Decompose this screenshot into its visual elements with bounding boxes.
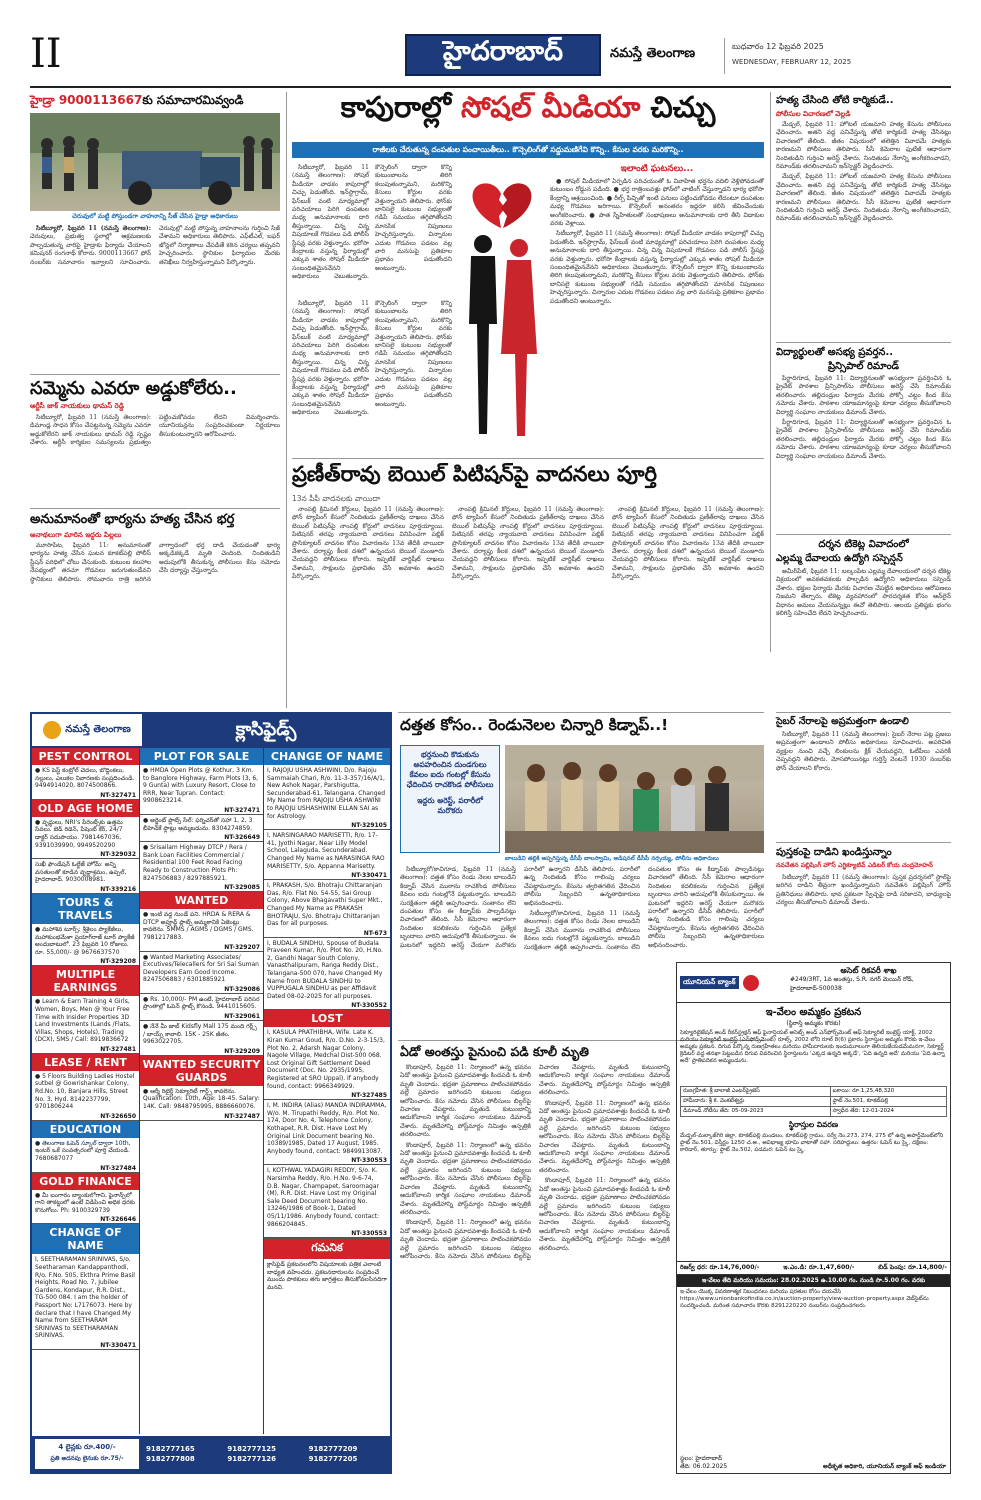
principal-body-text-2: పీర్జాదిగూడ, ఫిబ్రవరి 11: విద్యార్థినులతో అసభ్యంగా ప్రవర్తించిన ఓ ప్రైవేట్ పాఠశాల ప్రిన్సిపాల్‌ను పోలీసులు అరెస్ట్ చేసి రిమాండ్‌కు తరలించారు. తల్లిదండ్రుల ఫిర్యాదు మేరకు పోక్సో చట్టం కింద కేసు నమోదు చేశారు. పాఠశాల యాజమాన్యంపై కూడా చర్యలు తీసుకోవాలని విద్యార్థి సంఘాల నాయకులు డిమాండ్ చేశారు. <box>776 419 951 460</box>
fall-death-body-text-5: కొండాపూర్, ఫిబ్రవరి 11: నిర్మాణంలో ఉన్న భవనం ఏడో అంతస్తు పైనుంచి ప్రమాదవశాత్తు కిందపడి ఓ కూలీ మృతి చెందాడు. భద్రతా ప్రమాణాలు పాటించకపోవడం వల్లే ప్రమాదం జరిగిందని కుటుంబ సభ్యులు ఆరోపించారు. కేసు నమోదు చేసిన పోలీసులు బిల్డర్‌పై విచారణ చేపట్టారు. మృతుడి కుటుంబాన్ని ఆదుకోవాలని కార్మిక సంఘాల నాయకులు డిమాండ్ చేశారు. మృతదేహాన్ని పోస్ట్‌మార్టం నిమిత్తం ఆస్పత్రికి తరలించారు. <box>539 1177 670 1252</box>
classified-category-label: LEASE / RENT <box>32 1054 139 1071</box>
classified-ad <box>264 830 390 880</box>
kidnap-body-text-2: సిటీబ్యూరో/కాచిగూడ, ఫిబ్రవరి 11 (నమస్తే తెలంగాణ): దత్తత కోసం రెండు నెలల బాలుడిని కిడ్నాప్ చేసిన ముఠాను రాచకొండ పోలీసులు కేవలం ఐదు గంటల్లోనే పట్టుకున్నారు. బాలుడిని సురక్షితంగా తల్లికి అప్పగించారు. సంతానం లేని దంపతుల కోసం ఈ కిడ్నాప్‌కు పాల్పడినట్లు విచారణలో తేలింది. సీసీ కెమెరాల ఆధారంగా నిందితుల కదలికలను గుర్తించిన ప్రత్యేక బృందాలు వారిని అదుపులోకి తీసుకున్నాయి. ఈ ఘటనలో ఇద్దరిని అరెస్ట్ చేయగా మరొకరు పరారీలో ఉన్నారని డీసీపీ తెలిపారు. పరారీలో ఉన్న నిందితుడి కోసం గాలింపు చర్యలు చేపట్టామన్నారు. కేసును త్వరితగతిన ఛేదించిన పోలీసు సిబ్బందిని ఉన్నతాధికారులు అభినందించారు. <box>524 866 764 951</box>
classified-ad-text: I, KOTHWAL YADAGIRI REDDY, S/o. K. Narsimha Reddy, R/o. H.No. 9-6-74, D.B. Nagar, Champapet, Saroornagar (M), R.R. Dist. Have Lost my Original Sale Deed Document bearing No. 13246/1986 of Book-1, Dated 05/11/1986. Anybody found, contact: 9866204845. <box>267 1167 380 1228</box>
kidnap-box-text: భర్తనుంచి కొడుకును అపహరించిన దుండగులు కేవలం ఐదు గంటల్లో కేసును ఛేదించిన రాచకొండ పోలీసులు <box>406 750 494 789</box>
classified-ad-text: ● అర్జెంట్ ఫ్లాట్స్ సేల్: ఫర్నిచర్‌తో సహా 1, 2, 3 బీహెచ్‌కే ఫ్లాట్లు అమ్మబడును. 8304274859. <box>143 816 253 832</box>
classified-ad <box>140 815 263 842</box>
classified-ad-code: NT-673 <box>363 929 387 937</box>
classified-ad <box>140 1056 263 1121</box>
classified-ad <box>140 748 263 815</box>
classifieds-notice <box>264 1238 390 1293</box>
table-row <box>681 1107 947 1117</box>
classifieds-block <box>30 712 392 1474</box>
hydraa-photo <box>30 113 280 211</box>
classified-ad-code: NT-330552 <box>351 1002 387 1010</box>
bank-ad-sign-date: తేది: 06.02.2025 <box>680 1463 728 1470</box>
bank-ad-property-body: మేడ్చల్-మల్కాజ్‌గిరి జిల్లా, కూకట్‌పల్లి మండలం, కూకట్‌పల్లి గ్రామం, సర్వే నెం.273, 274, 275 లో ఉన్న అపార్ట్‌మెంట్‌లోని ఫ్లాట్ నెం.501, విస్తీర్ణం 1250 చ.అ., అవిభాజ్య భూమి వాటాతో సహా. సరిహద్దులు: ఉత్తరం: ఓపెన్ టు స్కై, దక్షిణం: కారిడార్, తూర్పు: ఫ్లాట్ నెం.502, పడమర: ఓపెన్ టు స్కై. <box>680 1133 944 1153</box>
sammelu-headline: సమ్మెను ఎవరూ అడ్డుకోలేరు.. <box>30 378 237 399</box>
classified-category-label: EDUCATION <box>32 1121 139 1138</box>
murder-owner-subhead: పోలీసుల విచారణలో వెల్లడి <box>776 110 851 118</box>
cyber-body-text: సిటీబ్యూరో, ఫిబ్రవరి 11 (నమస్తే తెలంగాణ): సైబర్ నేరాల పట్ల ప్రజలు అప్రమత్తంగా ఉండాలని పోలీసు అధికారులు సూచించారు. అపరిచిత వ్యక్తుల నుంచి వచ్చే లింకులను క్లిక్ చేయవద్దని, ఓటీపీలు ఎవరికీ చెప్పవద్దని తెలిపారు. మోసపోయినట్లు గుర్తిస్తే వెంటనే 1930 నంబర్‌కు ఫోన్ చేయాలని కోరారు. <box>776 731 951 772</box>
classifieds-title: క్లాసిఫైడ్స్ <box>142 714 390 746</box>
classified-ad <box>32 1173 139 1225</box>
classified-category-label: PLOT FOR SALE <box>140 748 263 765</box>
classified-ad-code: NT-330553 <box>351 1157 387 1165</box>
classified-category-label: GOLD FINANCE <box>32 1173 139 1190</box>
classified-ad <box>140 892 263 951</box>
classified-ad-text: I, M. INDIRA (Alias) MANDA INDIRAMMA, W/o. M. Tirupathi Reddy, R/o. Plot No. 174, Door No. 4, Telephone Colony, Kothapet, R.R. Dist. Have Lost My Original Link Document bearing No. 10389/1985, Dated 17 August, 1985. Anybody found, contact: 9849913087. <box>267 1102 387 1155</box>
bank-ad-address: #249/3RT, 1వ అంతస్తు, S.R. నగర్ మెయిన్ రోడ్, హైదరాబాద్-500038 <box>790 976 914 992</box>
hydraa-dateline: సిటీబ్యూరో, ఫిబ్రవరి 11 (నమస్తే తెలంగాణ): <box>36 225 151 232</box>
wife-murder-body <box>30 542 280 706</box>
classified-ad-text: I, BUDALA SINDHU, Spouse of Budala Praveen Kumar, R/o. Plot No. 20, H.No. 2, Gandhi Nagar South Colony, Vanasthalipuram, Ranga Reddy Dist., Telangana-500 070, have Changed My Name from BUDALA SINDHU to VUPPUGALA SINDHU as per Affidavit Dated 08-02-2025 for all purposes. <box>267 939 383 1000</box>
classifieds-phone[interactable]: 9182777808 <box>146 1455 195 1463</box>
bank-ad-prices <box>677 1261 950 1275</box>
social-headline-part2: చిచ్చు <box>640 90 716 124</box>
principal-headline-2: ప్రిన్సిపాల్ రిమాండ్ <box>827 361 900 372</box>
classified-ad <box>264 938 390 1011</box>
hydraa-headline <box>30 93 280 110</box>
bank-ad <box>676 962 951 1474</box>
social-box-body-text-2: సిటీబ్యూరో, ఫిబ్రవరి 11 (నమస్తే తెలంగాణ): సోషల్ మీడియా వాడకం కాపురాల్లో చిచ్చు పెడుతోంది. ఇన్‌స్టాగ్రామ్, ఫేస్‌బుక్ వంటి మాధ్యమాల్లో పరిచయాలు పెరిగి దంపతుల మధ్య అనుమానాలకు దారి తీస్తున్నాయి. చిన్న చిన్న విషయాలకే గొడవలు పడి పోలీస్ స్టేషన్ల వరకు వెళ్తున్నారు. భరోసా కేంద్రాలకు వస్తున్న ఫిర్యాదుల్లో ఎక్కువ శాతం సోషల్ మీడియా సంబంధితమైనవేనని అధికారులు చెబుతున్నారు. కౌన్సెలింగ్ ద్వారా కొన్ని కుటుంబాలను తిరిగి కలుపుతున్నామని, మరికొన్ని కేసులు కోర్టుల వరకు వెళ్తున్నాయని తెలిపారు. ఫోన్‌కు బానిసలై కుటుంబ సభ్యులతో గడిపే సమయం తగ్గిపోతోందని మానసిక నిపుణులు హెచ్చరిస్తున్నారు. చిన్నారుల ఎదుట గొడవలు పడటం వల్ల వారి మనసుపై ప్రతికూల ప్రభావం పడుతోందని అంటున్నారు. <box>550 230 764 305</box>
table-cell: బకాయి: రూ.1,25,48,320 <box>830 1087 946 1097</box>
bank-ad-sign-place: స్థలం: హైదరాబాద్ <box>680 1455 723 1462</box>
classified-ad-text: ● 5 Floors Building Ladies Hostel sutbel @ Gowrishankar Colony, Rd.No. 10, Banjara Hills, Street No. 3, Hyd. 8142237799, 9701806244 <box>35 1072 135 1111</box>
social-headline <box>292 90 764 132</box>
classified-ad-code: NT-326649 <box>224 834 260 842</box>
classified-category-label: CHANGE OF NAME <box>264 748 390 765</box>
classified-ad-code: NT-326646 <box>100 1216 136 1224</box>
bank-ad-sign-by: అధీకృత అధికారి, యూనియన్ బ్యాంక్ ఆఫ్ ఇండియా <box>823 1463 946 1470</box>
principal-body-text: పీర్జాదిగూడ, ఫిబ్రవరి 11: విద్యార్థినులతో అసభ్యంగా ప్రవర్తించిన ఓ ప్రైవేట్ పాఠశాల ప్రిన్సిపాల్‌ను పోలీసులు అరెస్ట్ చేసి రిమాండ్‌కు తరలించారు. తల్లిదండ్రుల ఫిర్యాదు మేరకు పోక్సో చట్టం కింద కేసు నమోదు చేశారు. పాఠశాల యాజమాన్యంపై కూడా చర్యలు తీసుకోవాలని విద్యార్థి సంఘాల నాయకులు డిమాండ్ చేశారు. <box>776 375 951 416</box>
fall-death-body-text-3: కొండాపూర్, ఫిబ్రవరి 11: నిర్మాణంలో ఉన్న భవనం ఏడో అంతస్తు పైనుంచి ప్రమాదవశాత్తు కిందపడి ఓ కూలీ మృతి చెందాడు. భద్రతా ప్రమాణాలు పాటించకపోవడం వల్లే ప్రమాదం జరిగిందని కుటుంబ సభ్యులు ఆరోపించారు. కేసు నమోదు చేసిన పోలీసులు బిల్డర్‌పై విచారణ చేపట్టారు. మృతుడి కుటుంబాన్ని ఆదుకోవాలని కార్మిక సంఘాల నాయకులు డిమాండ్ చేశారు. మృతదేహాన్ని పోస్ట్‌మార్టం నిమిత్తం ఆస్పత్రికి తరలించారు. <box>400 1064 670 1260</box>
classifieds-column-3 <box>264 748 390 1238</box>
classified-ad <box>264 1165 390 1238</box>
classifieds-column-2 <box>140 748 264 1434</box>
fall-death-headline: ఏడో అంతస్తు పైనుంచి పడి కూలీ మృతి <box>400 1044 589 1059</box>
sammelu-body <box>30 414 280 506</box>
classified-category-label: CHANGE OF NAME <box>32 1224 139 1254</box>
murder-owner-body-text-2: మేడ్చల్, ఫిబ్రవరి 11: హోటల్ యజమాని హత్య కేసును పోలీసులు ఛేదించారు. అతని వద్ద పనిచేస్తున్న తోటి కార్మికుడే హత్య చేసినట్లు విచారణలో తేలింది. జీతం విషయంలో తలెత్తిన వివాదమే హత్యకు కారణమని పోలీసులు తెలిపారు. సీసీ కెమెరాల ఫుటేజీ ఆధారంగా నిందితుడిని గుర్తించి అరెస్ట్ చేశారు. నిందితుడు నేరాన్ని అంగీకరించాడని, రిమాండ్‌కు తరలించామని ఇన్‌స్పెక్టర్ వెల్లడించారు. <box>776 173 951 223</box>
classified-ad <box>32 859 139 894</box>
classified-ad-text: I, PRAKASH, S/o. Bhotraju Chittaranjan Das, R/o. Flat No. 54-55, Sai Group Colony, Above Bhagavathi Super Mkt., Changed My Name as PRAKASH BHOTRAJU, S/o. Bhotraju Chittaranjan Das for all purposes. <box>267 882 383 928</box>
classified-ad-code: NT-327485 <box>351 1092 387 1100</box>
fall-death-body-text-4: కొండాపూర్, ఫిబ్రవరి 11: నిర్మాణంలో ఉన్న భవనం ఏడో అంతస్తు పైనుంచి ప్రమాదవశాత్తు కిందపడి ఓ కూలీ మృతి చెందాడు. భద్రతా ప్రమాణాలు పాటించకపోవడం వల్లే ప్రమాదం జరిగిందని కుటుంబ సభ్యులు ఆరోపించారు. కేసు నమోదు చేసిన పోలీసులు బిల్డర్‌పై విచారణ చేపట్టారు. మృతుడి కుటుంబాన్ని ఆదుకోవాలని కార్మిక సంఘాల నాయకులు డిమాండ్ చేశారు. మృతదేహాన్ని పోస్ట్‌మార్టం నిమిత్తం ఆస్పత్రికి తరలించారు. <box>539 1099 670 1174</box>
social-box-body-text: ● సోషల్ మీడియాలో ఏర్పడిన పరిచయంతో ఓ వివాహిత భర్తను వదిలి వెళ్లిపోవడంతో కుటుంబం రోడ్డున పడింది. ● భర్త రాత్రింబవళ్లు ఫోన్‌లో చాటింగ్ చేస్తున్నాడని భార్య భరోసా కేంద్రాన్ని ఆశ్రయించింది. ● రీల్స్ పిచ్చితో ఇంటి పనులు పట్టించుకోవడం లేదంటూ దంపతుల మధ్య గొడవలు జరిగాయి. కౌన్సెలింగ్ అనంతరం ఇద్దరూ కలిసి జీవించేందుకు అంగీకరించారు. ● పాత స్నేహితులతో సంభాషణలు అనుమానాలకు దారి తీసి విడాకుల వరకు వెళ్లాయి. <box>550 178 764 228</box>
couple-heartbreak-illustration <box>455 164 547 454</box>
kidnap-photo-illustration <box>505 745 764 853</box>
bank-ad-notice-title: ఇ-వేలం అమ్మకం ప్రకటన <box>765 1007 862 1018</box>
classified-ad-code: NT-329085 <box>224 884 260 892</box>
classified-ad <box>32 1121 139 1173</box>
bank-ad-bid: బిడ్ పెంపు: రూ.14,800/- <box>878 1264 947 1271</box>
classified-ad <box>264 748 390 830</box>
classified-ad-text: ● Wanted Marketing Associates/ Excutives/Telecallers for Sri Sai Suman Developers Earn Good Income. 8247506883 / 6301885921 <box>143 953 259 984</box>
kidnap-headline: దత్తత కోసం.. రెండునెలల చిన్నారి కిడ్నాప్..! <box>400 716 669 734</box>
sammelu-subhead: ఆర్టీసీ జాక్ నాయకులు థామస్ రెడ్డి <box>30 402 124 410</box>
praneeth-headline: ప్రణీత్‌రావు బెయిల్ పిటిషన్‌పై వాదనలు పూర్తి <box>292 462 657 486</box>
social-box-title: ఇలాంటి ఘటనలు... <box>620 164 694 174</box>
principal-body <box>776 375 951 531</box>
classified-ad <box>140 1021 263 1056</box>
masthead-date-english: WEDNESDAY, FEBRUARY 12, 2025 <box>732 58 852 66</box>
classified-ad-code: NT-329032 <box>100 851 136 859</box>
classified-ad-text: ● మీ బంగారం బ్యాంకులోగాని, ఫైనాన్స్‌లో గాని తాకట్టులో ఉంటే విడిపించి అధిక ధరకు కొనుగోలు. Ph: 9100329739 <box>35 1191 135 1214</box>
classified-ad <box>264 1100 390 1165</box>
classified-ad-code: NT-327471 <box>100 791 136 799</box>
social-body-left-2 <box>292 300 452 452</box>
classified-ad <box>140 842 263 892</box>
classified-ad <box>264 880 390 938</box>
praneeth-body-text-3: నాంపల్లి క్రిమినల్ కోర్టులు, ఫిబ్రవరి 11 (నమస్తే తెలంగాణ): ఫోన్ ట్యాపింగ్ కేసులో నిందితుడు ప్రణీత్‌రావు దాఖలు చేసిన బెయిల్ పిటిషన్‌పై నాంపల్లి కోర్టులో వాదనలు పూర్తయ్యాయి. పిటిషనర్ తరఫు న్యాయవాది వాదనలు వినిపించగా పబ్లిక్ ప్రాసిక్యూటర్ వాదనల కోసం విచారణను 13వ తేదీకి వాయిదా వేశారు. దర్యాప్తు కీలక దశలో ఉన్నందున బెయిల్ మంజూరు చేయవద్దని పోలీసులు కోరారు. ఇప్పటికే చార్జిషీట్ దాఖలు చేశామని, సాక్షులను ప్రభావితం చేసే అవకాశం ఉందని పేర్కొన్నారు. <box>612 506 764 581</box>
classified-ad-text: ● Learn & Earn Training 4 Girls, Women, Boys, Men @ Your Free Time with Insider Properties 3D Land Investments (Lands /Flats, Villas, Shops, Hotels), Trading (DCX), SMS / Call: 8919836672 <box>35 998 131 1044</box>
classifieds-phone[interactable]: 9182777165 <box>146 1445 195 1453</box>
classifieds-rate-2: ప్రతి అదనపు లైనుకు రూ.75/- <box>50 1455 124 1462</box>
classified-ad-text: ● మహాశివ టూర్స్: శ్రీశైలం ప్యాకేజీలు, మహాకుంభమేళా ప్రయాగ్‌రాజ్ టూర్ ప్యాకేజీ అందుబాటులో. 23 ఫిబ్రవరి 10 రోజులు. రూ. 55,000/- @ 9676637570 <box>35 925 135 956</box>
masthead-title: హైదరాబాద్ <box>442 36 564 67</box>
table-cell: ఫ్లాట్ నెం.501, కూకట్‌పల్లి <box>830 1097 946 1107</box>
bank-ad-notice-sub: (స్థిరాస్తి అమ్మకం కొరకు) <box>786 1020 841 1027</box>
classified-ad-code: NT-339216 <box>100 885 136 893</box>
darshan-headline-2: ఎల్లమ్మ దేవాలయ ఉద్యోగి సస్పెన్షన్ <box>776 553 903 564</box>
classified-category-label: PEST CONTROL <box>32 748 139 765</box>
cyber-body <box>776 731 951 839</box>
union-bank-logo-icon <box>743 975 759 991</box>
classified-ad-code: NT-327487 <box>224 1112 260 1120</box>
bank-ad-signature <box>677 1455 949 1471</box>
kidnap-body-text: సిటీబ్యూరో/కాచిగూడ, ఫిబ్రవరి 11 (నమస్తే తెలంగాణ): దత్తత కోసం రెండు నెలల బాలుడిని కిడ్నాప్ చేసిన ముఠాను రాచకొండ పోలీసులు కేవలం ఐదు గంటల్లోనే పట్టుకున్నారు. బాలుడిని సురక్షితంగా తల్లికి అప్పగించారు. సంతానం లేని దంపతుల కోసం ఈ కిడ్నాప్‌కు పాల్పడినట్లు విచారణలో తేలింది. సీసీ కెమెరాల ఆధారంగా నిందితుల కదలికలను గుర్తించిన ప్రత్యేక బృందాలు వారిని అదుపులోకి తీసుకున్నాయి. ఈ ఘటనలో ఇద్దరిని అరెస్ట్ చేయగా మరొకరు పరారీలో ఉన్నారని డీసీపీ తెలిపారు. పరారీలో ఉన్న నిందితుడి కోసం గాలింపు చర్యలు చేపట్టామన్నారు. కేసును త్వరితగతిన ఛేదించిన పోలీసు సిబ్బందిని ఉన్నతాధికారులు అభినందించారు. <box>400 866 640 949</box>
broken-heart-icon <box>473 183 532 228</box>
table-cell: హామీదారు: శ్రీ కె. వెంకటేశ్వర్లు <box>681 1097 831 1107</box>
classified-ad-code: NT-327484 <box>100 1164 136 1172</box>
hydraa-caption: చెరువులో మట్టి పోస్తుండగా వాహనాన్ని సీజ్ చేసిన హైడ్రా అధికారులు <box>72 213 238 220</box>
table-cell: డిమాండ్ నోటీసు తేది: 05-09-2023 <box>681 1107 831 1117</box>
classified-ad-code: NT-330471 <box>351 872 387 880</box>
bookfair-body <box>776 874 951 956</box>
darshan-headline: దర్శన టికెట్ల వివాదంలో <box>818 539 909 550</box>
sammelu-body-text: సిటీబ్యూరో, ఫిబ్రవరి 11 (నమస్తే తెలంగాణ): డిమాండ్ల సాధన కోసం చేపట్టనున్న సమ్మెను ఎవరూ అడ్డుకోలేరని జాక్ నాయకులు థామస్ రెడ్డి స్పష్టం చేశారు. ఆర్టీసీ కార్మికుల సమస్యలను ప్రభుత్వం పట్టించుకోవడం లేదని విమర్శించారు. యూనియన్లను సంప్రదించకుండా నిర్ణయాలు తీసుకుంటున్నారని ఆరోపించారు. <box>30 414 280 447</box>
social-headline-part1: కాపురాల్లో <box>340 90 462 124</box>
classified-ad-text: ● ఆర్మీ రిటైర్డ్ సెక్యూరిటీ గార్డ్స్ కావలెను. Qualification: 10th, Age: 18-45. Salary: 14K. Call: 9848795995, 8886660076. <box>143 1087 260 1111</box>
classified-ad-text: ● KS పెస్ట్ కంట్రోల్ చెదలు, బొద్దింకలు, నల్లులు, ఎలుకల నివారణకు సంప్రదించండి. 9494914020, 8074500866. <box>35 767 135 790</box>
fall-death-body <box>400 1064 670 1474</box>
classifieds-phone[interactable]: 9182777205 <box>308 1455 358 1463</box>
classified-ad <box>32 894 139 966</box>
wife-murder-subhead: అనాథలుగా మారిన ఇద్దరు పిల్లలు <box>30 531 122 539</box>
classified-ad-code: NT-329207 <box>224 943 260 951</box>
bookfair-body-text: సిటీబ్యూరో, ఫిబ్రవరి 11 (నమస్తే తెలంగాణ): పుస్తక ప్రదర్శనలో స్టాల్‌పై జరిగిన దాడిని తీవ్రంగా ఖండిస్తున్నామని నవచేతన పబ్లిషింగ్ హౌస్ ప్రతినిధులు తెలిపారు. భావ ప్రకటనా స్వేచ్ఛపై దాడి సరికాదని, బాధ్యులపై చర్యలు తీసుకోవాలని డిమాండ్ చేశారు. <box>776 874 951 907</box>
kidnap-caption: బాలుడిని తల్లికి అప్పగిస్తున్న డీసీపీ బాలస్వామి, అడిషనల్ డీసీపీ నర్సయ్య, పోలీసు అధికారులు <box>505 856 719 862</box>
darshan-body <box>776 568 951 710</box>
murder-owner-body-text: మేడ్చల్, ఫిబ్రవరి 11: హోటల్ యజమాని హత్య కేసును పోలీసులు ఛేదించారు. అతని వద్ద పనిచేస్తున్న తోటి కార్మికుడే హత్య చేసినట్లు విచారణలో తేలింది. జీతం విషయంలో తలెత్తిన వివాదమే హత్యకు కారణమని పోలీసులు తెలిపారు. సీసీ కెమెరాల ఫుటేజీ ఆధారంగా నిందితుడిని గుర్తించి అరెస్ట్ చేశారు. నిందితుడు నేరాన్ని అంగీకరించాడని, రిమాండ్‌కు తరలించామని ఇన్‌స్పెక్టర్ వెల్లడించారు. <box>776 121 951 171</box>
classified-ad-code: NT-330553 <box>351 1230 387 1238</box>
classified-ad-code: NT-329208 <box>100 958 136 966</box>
classifieds-logo <box>32 714 142 746</box>
principal-headline: విద్యార్థులతో అసభ్య ప్రవర్తన.. <box>776 347 894 358</box>
social-strap: రాజీలకు చేరుతున్న దంపతుల పంచాయితీలు.. కౌన్సెలింగ్‌తో సద్దుమణిగేవి కొన్ని.. కేసుల వరకు మరికొన్ని.. <box>292 142 764 158</box>
classifieds-phone[interactable]: 9182777125 <box>227 1445 277 1453</box>
social-body-left <box>292 164 452 296</box>
classified-category-label: OLD AGE HOME <box>32 800 139 817</box>
wife-murder-body-text: మూసాపేట, ఫిబ్రవరి 11: అనుమానంతో భార్యను హత్య చేసిన ఘటన కూకట్‌పల్లి పోలీస్ స్టేషన్ పరిధిలో చోటు చేసుకుంది. కుటుంబ కలహాల నేపథ్యంలో తరచూ గొడవలు జరుగుతుండేవని స్థానికులు తెలిపారు. సోమవారం రాత్రి జరిగిన వాగ్వాదంలో భర్త దాడి చేయడంతో భార్య అక్కడికక్కడే మృతి చెందింది. నిందితుడిని అదుపులోకి తీసుకున్న పోలీసులు కేసు నమోదు చేసి దర్యాప్తు చేస్తున్నారు. <box>30 542 280 583</box>
classifieds-footer <box>32 1436 390 1472</box>
classified-ad-text: ● Rs. 10,000/- PM ఉంటే, హైదరాబాద్ పరిసర ప్రాంతాల్లో ఓపెన్ ప్లాట్స్ కొనండి. 9441015605. <box>143 995 260 1011</box>
murder-owner-headline: హత్య చేసింది తోటి కార్మికుడే.. <box>776 95 894 106</box>
classified-ad-code: NT-327471 <box>224 806 260 814</box>
classified-ad <box>32 1224 139 1350</box>
classifieds-brand-icon <box>43 721 61 739</box>
classifieds-notice-text: క్లాసిఫైడ్ ప్రకటనలలోని విషయాలకు పత్రిక ఎలాంటి బాధ్యత వహించదు. ప్రకటనదారులను సంప్రదించే ముందు పాఠకులు తగు జాగ్రత్తలు తీసుకోవలసినదిగా మనవి. <box>267 1261 387 1291</box>
bookfair-headline: పుస్తకంపై దాడిని ఖండిస్తున్నాం <box>776 847 892 858</box>
classified-ad-text: I, NARSINGARAO MARISETTI, R/o. 17-41, Jyothi Nagar, Near Lilly Model School, Lalaguda, Secunderabad. Changed My Name as NARASINGA RAO MARISETTY, S/o. Appanna Marisetty. <box>267 832 385 870</box>
bank-ad-name: యూనియన్ బ్యాంక్ <box>683 978 736 986</box>
classified-ad-code: NT-330471 <box>100 1341 136 1349</box>
table-row <box>681 1097 947 1107</box>
masthead-title-box <box>405 34 601 76</box>
social-box-body <box>550 178 764 454</box>
man-silhouette <box>469 235 497 434</box>
bank-ad-property-title: స్థిరాస్తుల వివరణ <box>788 1120 839 1129</box>
masthead-brand: నమస్తే తెలంగాణ <box>610 46 696 61</box>
classified-ad-text: ● వృద్ధులు, NRI's పేరెంట్స్‌కు ఉత్తమ సేవలు. బెడ్ రిడెన్, పేషెంట్ కేర్, 24/7 డాక్టర్ సదుపాయం. 7981467036, 9391039990, 9949520290 <box>35 818 123 849</box>
classifieds-rate-box <box>35 1439 139 1469</box>
classifieds-phone[interactable]: 9182777126 <box>227 1455 277 1463</box>
murder-owner-body <box>776 121 951 339</box>
social-headline-red: సోషల్ మీడియా <box>461 90 641 124</box>
classified-ad-code: NT-329209 <box>224 1047 260 1055</box>
classifieds-column-1 <box>32 748 140 1434</box>
social-body-left-text: సిటీబ్యూరో, ఫిబ్రవరి 11 (నమస్తే తెలంగాణ): సోషల్ మీడియా వాడకం కాపురాల్లో చిచ్చు పెడుతోంది. ఇన్‌స్టాగ్రామ్, ఫేస్‌బుక్ వంటి మాధ్యమాల్లో పరిచయాలు పెరిగి దంపతుల మధ్య అనుమానాలకు దారి తీస్తున్నాయి. చిన్న చిన్న విషయాలకే గొడవలు పడి పోలీస్ స్టేషన్ల వరకు వెళ్తున్నారు. భరోసా కేంద్రాలకు వస్తున్న ఫిర్యాదుల్లో ఎక్కువ శాతం సోషల్ మీడియా సంబంధితమైనవేనని అధికారులు చెబుతున్నారు. కౌన్సెలింగ్ ద్వారా కొన్ని కుటుంబాలను తిరిగి కలుపుతున్నామని, మరికొన్ని కేసులు కోర్టుల వరకు వెళ్తున్నాయని తెలిపారు. ఫోన్‌కు బానిసలై కుటుంబ సభ్యులతో గడిపే సమయం తగ్గిపోతోందని మానసిక నిపుణులు హెచ్చరిస్తున్నారు. చిన్నారుల ఎదుట గొడవలు పడటం వల్ల వారి మనసుపై ప్రతికూల ప్రభావం పడుతోందని అంటున్నారు. <box>292 164 452 281</box>
kidnap-box-text-2: ఇద్దరు అరెస్ట్, పరారీలో మరొకరు <box>417 796 483 815</box>
classifieds-phones <box>142 1445 390 1463</box>
classified-ad <box>32 748 139 800</box>
social-illustration <box>455 164 547 454</box>
bank-ad-emd: ఇ.ఎం.డి: రూ.1,47,600/- <box>783 1264 855 1271</box>
classified-ad-text: I, SEETHARAMAN SRINIVAS, S/o. Seetharaman Kandappanthodi, R/o. F.No. 505, Ekthra Prime Basil Heights, Road No. 7, Jubilee Gardens, Kondapur, R.R. Dist., TG-500 084. I am the holder of Passport No: L7176073. Here by declare that I have Changed My Name from SEETHARAM SRINIVAS to SEETHARAMAN SRINIVAS. <box>35 1256 135 1340</box>
classifieds-notice-label: గమనిక <box>264 1239 390 1259</box>
hydraa-photo-illustration <box>30 113 280 211</box>
bank-ad-name-box <box>680 976 739 989</box>
hydraa-headline-rest: కు సమాచారమివ్వండి <box>142 93 244 107</box>
classified-ad-text: ● HMDA Open Plots @ Kothur, 3 Km. to Banglore Highway, Farm Plots (3, 6, 9 Gunta) with Luxury Resort, Close to RRR, Near Tupran. Contact: 9908623214. <box>143 767 259 805</box>
praneeth-body-text-2: నాంపల్లి క్రిమినల్ కోర్టులు, ఫిబ్రవరి 11 (నమస్తే తెలంగాణ): ఫోన్ ట్యాపింగ్ కేసులో నిందితుడు ప్రణీత్‌రావు దాఖలు చేసిన బెయిల్ పిటిషన్‌పై నాంపల్లి కోర్టులో వాదనలు పూర్తయ్యాయి. పిటిషనర్ తరఫు న్యాయవాది వాదనలు వినిపించగా పబ్లిక్ ప్రాసిక్యూటర్ వాదనల కోసం విచారణను 13వ తేదీకి వాయిదా వేశారు. దర్యాప్తు కీలక దశలో ఉన్నందున బెయిల్ మంజూరు చేయవద్దని పోలీసులు కోరారు. ఇప్పటికే చార్జిషీట్ దాఖలు చేశామని, సాక్షులను ప్రభావితం చేసే అవకాశం ఉందని పేర్కొన్నారు. <box>452 506 604 581</box>
classified-category-label: WANTED SECURITY GUARDS <box>140 1056 263 1086</box>
wife-murder-headline: అనుమానంతో భార్యను హత్య చేసిన భర్త <box>30 512 235 527</box>
classified-ad-text: ● తెలంగాణ ఓపెన్ స్కూల్ ద్వారా 10th, ఇంటర్ ఒకే సంవత్సరంలో పూర్తి చేయండి. 7680687077 <box>35 1139 131 1163</box>
table-cell: స్వాధీన తేది: 12-01-2024 <box>830 1107 946 1117</box>
page-number: II <box>30 31 62 77</box>
classified-ad <box>140 994 263 1021</box>
classified-ad-code: NT-329086 <box>224 985 260 993</box>
classified-ad-text: ● నేనే మీ జాబ్ Kidsfly Mall 175 మంది గర్ల్స్ / బాయ్స్ కావాలి. 15K - 25K జీతం. 9963022705. <box>143 1023 257 1046</box>
bank-ad-body: సెక్యూరిటైజేషన్ అండ్ రీకన్‌స్ట్రక్షన్ ఆఫ్ ఫైనాన్షియల్ అసెట్స్ అండ్ ఎన్‌ఫోర్స్‌మెంట్ ఆఫ్ సెక్యూరిటీ ఇంట్రెస్ట్ యాక్ట్, 2002 మరియు సెక్యూరిటీ ఇంట్రెస్ట్ (ఎన్‌ఫోర్స్‌మెంట్) రూల్స్, 2002 లోని రూల్ 8(6) ప్రకారం స్థిరాస్తుల అమ్మకం కొరకు ఇ-వేలం అమ్మకం ప్రకటన. దిగువ పేర్కొన్న రుణగ్రహీతలు మరియు హామీదారులకు ఇందుమూలంగా తెలియజేయడమేమనగా, సెక్యూర్డ్ క్రెడిటర్ వద్ద తనఖా పెట్టబడిన దిగువ వివరించిన స్థిరాస్తులను 'ఎక్కడ ఉన్నది అక్కడే', 'ఏది ఉన్నది అదే' మరియు 'ఏది ఉన్నా అదే' ప్రాతిపదికన అమ్మబడును. <box>680 1030 945 1064</box>
darshan-body-text: అమీర్‌పేట్, ఫిబ్రవరి 11: బల్కంపేట ఎల్లమ్మ దేవాలయంలో దర్శన టికెట్ల విక్రయంలో అవకతవకలకు పాల్పడిన ఉద్యోగిని అధికారులు సస్పెండ్ చేశారు. భక్తుల ఫిర్యాదు మేరకు విచారణ చేపట్టిన అధికారులు ఆరోపణలు నిజమని తేల్చారు. టికెట్ల వ్యవహారంలో పారదర్శకత కోసం ఆన్‌లైన్ విధానం అమలు చేయనున్నట్లు ఈవో తెలిపారు. ఆలయ ప్రతిష్ఠకు భంగం కలిగిస్తే సహించేది లేదని హెచ్చరించారు. <box>776 568 951 618</box>
bank-ad-auction-date: ఇ-వేలం తేది మరియు సమయం: 28.02.2025 ఉ.10.00 గం. నుండి సా.5.00 గం. వరకు <box>677 1275 950 1287</box>
table-row <box>681 1087 947 1097</box>
classified-ad-code: NT-329105 <box>351 822 387 830</box>
praneeth-subhead: 13న పీపీ వాదనలకు వాయిదా <box>292 494 381 503</box>
classified-ad <box>140 952 263 994</box>
bank-ad-reserve: రిజర్వ్ ధర: రూ.14,76,000/- <box>680 1264 760 1271</box>
bank-ad-branch: అసెట్ రికవరీ శాఖ <box>840 966 897 975</box>
classified-ad-text: I, RAJOJU USHA ASHWINI, D/o. Rajoju Sammaiah Chari, R/o. 11-3-357/16/A/1, New Ashok Nagar, Parshigutta, Secunderabad-61, Telangana. Changed My Name from RAJOJU USHA ASHWINI to RAJOJU USHASHWINI ELLAN SAI as for Astrology. <box>267 767 385 820</box>
table-cell: రుణగ్రహీత: శ్రీ బాలాజీ ఎంటర్‌ప్రైజెస్ <box>681 1087 831 1097</box>
classified-category-label: TOURS & TRAVELS <box>32 894 139 924</box>
classified-ad-code: NT-329061 <box>224 1013 260 1021</box>
praneeth-body <box>292 506 764 706</box>
bank-ad-table <box>680 1086 947 1117</box>
fall-death-body-text-2: కొండాపూర్, ఫిబ్రవరి 11: నిర్మాణంలో ఉన్న భవనం ఏడో అంతస్తు పైనుంచి ప్రమాదవశాత్తు కిందపడి ఓ కూలీ మృతి చెందాడు. భద్రతా ప్రమాణాలు పాటించకపోవడం వల్లే ప్రమాదం జరిగిందని కుటుంబ సభ్యులు ఆరోపించారు. కేసు నమోదు చేసిన పోలీసులు బిల్డర్‌పై విచారణ చేపట్టారు. మృతుడి కుటుంబాన్ని ఆదుకోవాలని కార్మిక సంఘాల నాయకులు డిమాండ్ చేశారు. మృతదేహాన్ని పోస్ట్‌మార్టం నిమిత్తం ఆస్పత్రికి తరలించారు. <box>400 1141 531 1216</box>
bookfair-subhead: నవచేతన పబ్లిషింగ్ హౌస్ ఎగ్జిక్యూటివ్ ఎడిటర్ కోయ చంద్రమోహన్ <box>776 862 933 869</box>
praneeth-body-text: నాంపల్లి క్రిమినల్ కోర్టులు, ఫిబ్రవరి 11 (నమస్తే తెలంగాణ): ఫోన్ ట్యాపింగ్ కేసులో నిందితుడు ప్రణీత్‌రావు దాఖలు చేసిన బెయిల్ పిటిషన్‌పై నాంపల్లి కోర్టులో వాదనలు పూర్తయ్యాయి. పిటిషనర్ తరఫు న్యాయవాది వాదనలు వినిపించగా పబ్లిక్ ప్రాసిక్యూటర్ వాదనల కోసం విచారణను 13వ తేదీకి వాయిదా వేశారు. దర్యాప్తు కీలక దశలో ఉన్నందున బెయిల్ మంజూరు చేయవద్దని పోలీసులు కోరారు. ఇప్పటికే చార్జిషీట్ దాఖలు చేశామని, సాక్షులను ప్రభావితం చేసే అవకాశం ఉందని పేర్కొన్నారు. <box>292 506 444 581</box>
woman-silhouette <box>501 239 537 436</box>
classified-ad-code: NT-326650 <box>100 1112 136 1120</box>
bank-ad-header <box>677 963 950 1003</box>
classifieds-brand: నమస్తే తెలంగాణ <box>65 724 131 735</box>
cyber-headline: సైబర్ నేరాలపై అప్రమత్తంగా ఉండాలి <box>776 716 909 727</box>
bank-ad-logo <box>677 963 787 1002</box>
masthead-date-telugu: బుధవారం 12 ఫిబ్రవరి 2025 <box>732 42 824 51</box>
classifieds-column-3-wrap <box>264 748 390 1434</box>
classified-ad-text: సుఖీ ఫౌండేషన్ ఓల్డేజ్ హోమ్: అన్ని వసతులతో కూడిన వృద్ధాశ్రమం, ఉప్పల్, హైదరాబాద్. 9030008981. <box>35 861 127 884</box>
kidnap-photo <box>505 745 764 853</box>
classified-ad <box>264 1010 390 1100</box>
classified-ad <box>32 1054 139 1121</box>
social-body-left-2-text: సిటీబ్యూరో, ఫిబ్రవరి 11 (నమస్తే తెలంగాణ): సోషల్ మీడియా వాడకం కాపురాల్లో చిచ్చు పెడుతోంది. ఇన్‌స్టాగ్రామ్, ఫేస్‌బుక్ వంటి మాధ్యమాల్లో పరిచయాలు పెరిగి దంపతుల మధ్య అనుమానాలకు దారి తీస్తున్నాయి. చిన్న చిన్న విషయాలకే గొడవలు పడి పోలీస్ స్టేషన్ల వరకు వెళ్తున్నారు. భరోసా కేంద్రాలకు వస్తున్న ఫిర్యాదుల్లో ఎక్కువ శాతం సోషల్ మీడియా సంబంధితమైనవేనని అధికారులు చెబుతున్నారు. కౌన్సెలింగ్ ద్వారా కొన్ని కుటుంబాలను తిరిగి కలుపుతున్నామని, మరికొన్ని కేసులు కోర్టుల వరకు వెళ్తున్నాయని తెలిపారు. ఫోన్‌కు బానిసలై కుటుంబ సభ్యులతో గడిపే సమయం తగ్గిపోతోందని మానసిక నిపుణులు హెచ్చరిస్తున్నారు. చిన్నారుల ఎదుట గొడవలు పడటం వల్ల వారి మనసుపై ప్రతికూల ప్రభావం పడుతోందని అంటున్నారు. <box>292 300 452 417</box>
classified-ad <box>32 800 139 859</box>
bank-ad-footer: ఇ-వేలం యొక్క వివరణాత్మక నిబంధనలు మరియు షరతుల కోసం దయచేసి https://www.unionbankofindia.co.in/auction-property/view-auction-property.aspx వెబ్‌సైట్‌ను సందర్శించండి. మరింత సమాచారం కొరకు 8291220220 నంబర్‌ను సంప్రదించగలరు. <box>680 1289 929 1309</box>
classifieds-header <box>32 714 390 748</box>
classified-ad-text: ● Srisailam Highway DTCP / Rera / Bank Loan Facilities Commercial / Residential 100 Feet Road Facing Ready to Construction Plots Ph: 8247506883 / 8297885921. <box>143 844 247 882</box>
classifieds-rate: 4 లైన్లకు రూ.400/- <box>58 1443 116 1451</box>
hydraa-headline-red: హైడ్రా 9000113667 <box>30 93 143 107</box>
kidnap-box <box>400 745 500 853</box>
classified-ad-text: I, KASULA PRATHIBHA, Wife. Late K. Kiran Kumar Goud, R/o. D.No. 2-3-15/3, Plot No. 2, Adarsh Nagar Colony, Nagole Village, Medchal Dist-500 068. Lost Original Gift Settlement Deed Document (Doc. No. 2935/1995, Registered at SRO Uppal). If anybody found, contact: 9966349929. <box>267 1029 385 1090</box>
classified-category-label: LOST <box>264 1010 390 1027</box>
hydraa-body <box>30 225 280 371</box>
bank-ad-branch-box <box>787 963 950 1002</box>
classifieds-phone[interactable]: 9182777209 <box>308 1445 358 1453</box>
classified-ad <box>32 966 139 1054</box>
classified-category-label: MULTIPLE EARNINGS <box>32 966 139 996</box>
classified-ad-text: ● ఇంటి వద్ద నుండే పని. HRDA & RERA & DTCP అప్రూవ్డ్ ప్లాట్స్ అమ్మకానికి ఏజెంట్లు కావలెను. SMMS / AGMS / DGMS / GMS. 7981217883. <box>143 911 254 941</box>
hydraa-body-text: చెరువులు, ప్రభుత్వ స్థలాల్లో ఆక్రమణలకు పాల్పడుతున్న వారిపై హైడ్రాకు ఫిర్యాదు చేయాలని కమిషనర్ రంగనాథ్ కోరారు. 9000113667 ఫోన్ నంబర్‌కు సమాచారం ఇవ్వాలని సూచించారు. చెరువుల్లో మట్టి పోస్తున్న వాహనాలను గుర్తించి సీజ్ చేశామని అధికారులు తెలిపారు. ఎఫ్‌టీఎల్, బఫర్ జోన్లలో నిర్మాణాలు చేపడితే కఠిన చర్యలు తప్పవని హెచ్చరించారు. స్థానికుల ఫిర్యాదుల మేరకు తనిఖీలు నిర్వహిస్తున్నామని పేర్కొన్నారు. <box>30 225 280 266</box>
classified-category-label: WANTED <box>140 892 263 909</box>
fall-death-body-text: కొండాపూర్, ఫిబ్రవరి 11: నిర్మాణంలో ఉన్న భవనం ఏడో అంతస్తు పైనుంచి ప్రమాదవశాత్తు కిందపడి ఓ కూలీ మృతి చెందాడు. భద్రతా ప్రమాణాలు పాటించకపోవడం వల్లే ప్రమాదం జరిగిందని కుటుంబ సభ్యులు ఆరోపించారు. కేసు నమోదు చేసిన పోలీసులు బిల్డర్‌పై విచారణ చేపట్టారు. మృతుడి కుటుంబాన్ని ఆదుకోవాలని కార్మిక సంఘాల నాయకులు డిమాండ్ చేశారు. మృతదేహాన్ని పోస్ట్‌మార్టం నిమిత్తం ఆస్పత్రికి తరలించారు. <box>400 1064 531 1139</box>
classified-ad-code: NT-327481 <box>100 1045 136 1053</box>
